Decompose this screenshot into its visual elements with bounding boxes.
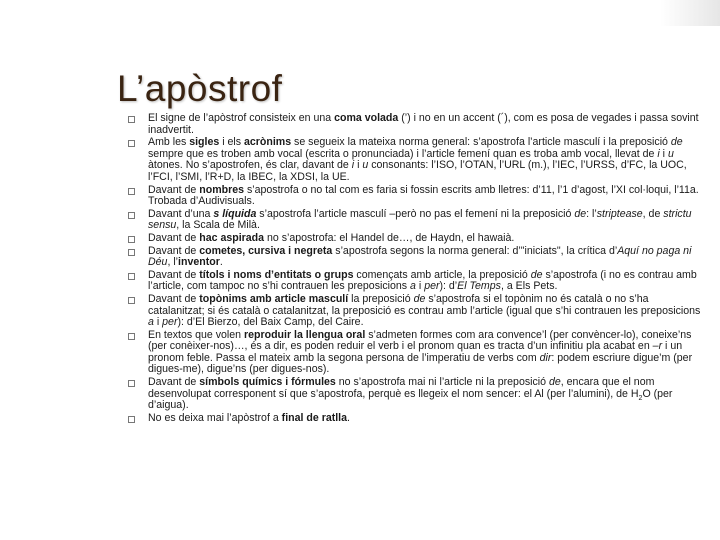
bullet-text-segment: començats amb article, la preposició: [353, 268, 531, 281]
bullet-item: [128, 377, 703, 412]
bullet-text-segment: hac aspirada: [199, 231, 265, 244]
bullet-text-segment: acrònims: [244, 136, 292, 149]
bullet-text-segment: .: [219, 256, 223, 269]
square-bullet-icon: [128, 297, 135, 304]
bullet-text-segment: i els: [219, 136, 244, 149]
bullet-text-segment: de: [530, 268, 543, 281]
bullet-text-segment: Davant d’una: [148, 207, 214, 220]
bullet-text-segment: 2: [638, 394, 643, 402]
square-bullet-icon: [128, 249, 135, 256]
bullet-text-segment: Davant de: [148, 244, 200, 257]
bullet-text-segment: nombres: [199, 183, 244, 196]
bullet-item: [128, 209, 703, 232]
bullet-text-segment: Davant de: [148, 183, 200, 196]
square-bullet-icon: [128, 188, 135, 195]
corner-shade: [660, 0, 720, 26]
bullet-text-segment: : podem escriure digue’m (per digues-me), digue’ns (per digues-nos).: [148, 351, 693, 376]
bullet-text-segment: per: [162, 316, 178, 329]
bullet-text-segment: cometes, cursiva i negreta: [199, 244, 333, 257]
bullet-text-segment: s’apostrofa si el topònim no és català o no s’ha catalanitzat; si és català o catalanitzat, la preposició es contrau amb l’article (igual que s’hi contrauen les preposicions: [148, 292, 701, 317]
bullet-text-segment: i: [415, 280, 425, 293]
bullet-item: [128, 185, 703, 208]
bullet-text-segment: i un pronom feble. Passa el mateix amb la segona persona de l’imperatiu de verbs com: [148, 340, 683, 364]
bullet-text-segment: ): d’: [439, 280, 458, 293]
bullet-text-segment: a: [148, 316, 154, 329]
bullet-text-segment: Davant de: [148, 292, 200, 305]
bullet-item: [128, 246, 703, 269]
bullet-text-segment: Amb les: [148, 136, 190, 149]
bullet-text-segment: no s’apostrofa: el Handel de…, de Haydn, el hawaià.: [264, 231, 515, 244]
bullet-text-segment: No es deixa mai l’apòstrof a: [148, 411, 282, 424]
bullet-text-segment: reproduir la llengua oral: [244, 328, 366, 341]
bullet-text-segment: , la Scala de Milà.: [176, 219, 260, 232]
bullet-item: [128, 113, 703, 136]
bullet-text-segment: no s’apostrofa mai ni l’article ni la preposició: [335, 376, 549, 389]
square-bullet-icon: [128, 416, 135, 423]
bullet-text-segment: s’apostrofa o no tal com es faria si fossin escrits amb lletres: d’11, l’1 d’agost, l’XI col·loqui, l’11a. Trobada d’Audivisuals.: [148, 183, 699, 208]
bullet-text-segment: ): d’El Bierzo, del Baix Camp, del Caire.: [177, 316, 364, 329]
bullet-text-segment: coma volada: [334, 112, 399, 124]
bullet-text-segment: El signe de l’apòstrof consisteix en una: [148, 112, 335, 124]
bullet-text-segment: a: [410, 280, 416, 293]
slide-title: L’apòstrof: [117, 67, 283, 109]
bullet-text-segment: i: [354, 159, 363, 172]
bullet-text-segment: final de ratlla: [281, 411, 348, 424]
bullet-text-segment: sempre que es troben amb vocal (escrita o pronunciada) i l’article femení quan es troba amb vocal, llevat de: [148, 147, 658, 160]
bullet-text-segment: se segueix la mateixa norma general: s’apostrofa l’article masculí i la preposició: [291, 136, 671, 149]
bullet-text-segment: s’admeten formes com ara convence’l (per convèncer-lo), coneixe’ns (per conèixer-nos)…, és a dir, es poden reduir el verb i el pronom quan es tracta d’un infinitiu pla acabat en –: [148, 328, 692, 353]
bullet-text-segment: O (per d’aigua).: [148, 387, 673, 412]
square-bullet-icon: [128, 236, 135, 243]
bullet-item: [128, 294, 703, 329]
bullet-text-segment: Aquí no paga ni Déu: [148, 244, 692, 269]
bullet-item: [128, 330, 703, 376]
bullet-text-segment: la preposició: [348, 292, 414, 305]
bullet-text-segment: s’apostrofa l’article masculí –però no pas el femení ni la preposició: [256, 207, 575, 220]
bullet-list: [128, 113, 703, 425]
bullet-text-segment: strictu sensu: [148, 207, 692, 232]
bullet-text-segment: títols i noms d’entitats o grups: [199, 268, 354, 281]
bullet-text-segment: , de: [642, 207, 664, 220]
square-bullet-icon: [128, 116, 135, 123]
bullet-item: [128, 413, 703, 425]
bullet-text-segment: topònims amb article masculí: [199, 292, 349, 305]
bullet-text-segment: de: [548, 376, 561, 389]
bullet-text-segment: dir: [539, 351, 552, 364]
bullet-text-segment: u: [667, 147, 674, 160]
bullet-text-segment: per: [424, 280, 440, 293]
bullet-text-segment: striptease: [596, 207, 643, 220]
bullet-text-segment: consonants: l’ISO, l’OTAN, l’URL (m.), l’IEC, l’URSS, d’FC, la UOC, l’FCI, l’SMI, l’R+D, la IBEC, la XDSI, la UE.: [148, 159, 687, 183]
bullet-text-segment: s’apostrofa segons la norma general: d’"iniciats", la crítica d’: [332, 244, 618, 257]
bullet-text-segment: Davant de: [148, 376, 200, 389]
bullet-text-segment: , l’: [167, 256, 179, 269]
bullet-text-segment: sigles: [189, 136, 220, 149]
bullet-text-segment: r: [658, 340, 663, 353]
bullet-text-segment: (’) i no en un accent (´), com es posa de vegades i passa sovint inadvertit.: [148, 112, 699, 136]
bullet-text-segment: de: [670, 136, 683, 149]
square-bullet-icon: [128, 273, 135, 280]
bullet-text-segment: i: [657, 147, 660, 160]
square-bullet-icon: [128, 212, 135, 219]
bullet-text-segment: de: [574, 207, 587, 220]
square-bullet-icon: [128, 333, 135, 340]
square-bullet-icon: [128, 140, 135, 147]
bullet-item: [128, 270, 703, 293]
bullet-item: [128, 233, 703, 245]
bullet-text-segment: , encara que el nom desenvolupat corresponent sí que s’apostrofa, perquè es llegeix el nom sencer: el Al (per l’alumini), de H: [148, 376, 655, 400]
bullet-text-segment: u: [362, 159, 369, 172]
bullet-text-segment: i: [153, 316, 163, 329]
bullet-text-segment: Davant de: [148, 268, 200, 281]
bullet-text-segment: , a Els Pets.: [500, 280, 558, 293]
square-bullet-icon: [128, 380, 135, 387]
bullet-item: [128, 137, 703, 183]
bullet-text-segment: àtones. No s’apostrofen, és clar, davant de: [148, 159, 352, 172]
bullet-text-segment: En textos que volen: [148, 328, 244, 341]
bullet-text-segment: i: [659, 147, 668, 160]
bullet-text-segment: s’apostrofa (i no es contrau amb l’article, com tampoc no s’hi contrauen les preposicions: [148, 268, 697, 293]
bullet-text-segment: s líquida: [213, 207, 257, 220]
bullet-text-segment: i: [351, 159, 355, 172]
bullet-text-segment: El Temps: [457, 280, 501, 293]
bullet-text-segment: : l’: [586, 207, 597, 220]
bullet-text-segment: de: [413, 292, 426, 305]
bullet-text-segment: Davant de: [148, 231, 200, 244]
bullet-text-segment: inventor: [178, 256, 220, 269]
bullet-text-segment: símbols químics i fórmules: [199, 376, 336, 389]
bullet-text-segment: .: [347, 411, 350, 424]
